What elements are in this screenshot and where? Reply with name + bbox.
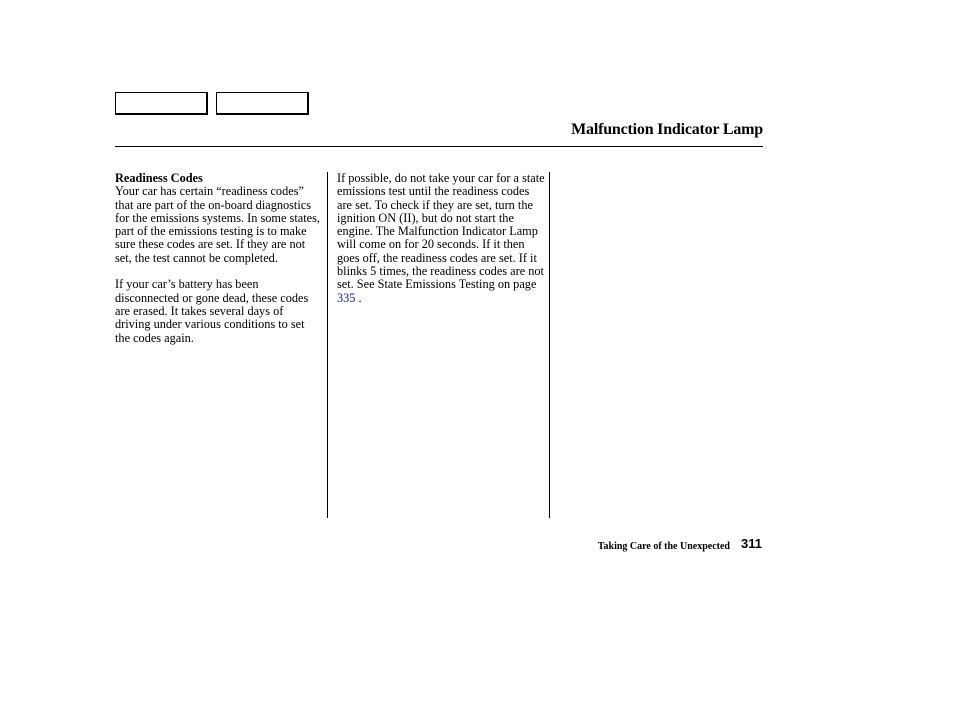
- page-335-link[interactable]: 335: [337, 290, 356, 305]
- page-number: 311: [741, 536, 762, 551]
- column-divider: [327, 172, 328, 518]
- sentence-end: .: [355, 290, 362, 305]
- column-divider: [549, 172, 550, 518]
- table-of-contents-button[interactable]: [216, 92, 309, 115]
- emissions-test-text: If possible, do not take your car for a state emissions test until the readiness codes are set. To check if they are set, turn the ignition ON (II), but do not start the engine. The Malfunction Indicator Lamp will come on for 20 seconds. If it then goes off, the readiness codes are set. If it blinks 5 times, the readiness codes are not set. See State Emissions Testing on page: [337, 171, 545, 292]
- header-divider: [115, 146, 763, 147]
- paragraph-readiness-intro: Your car has certain “readiness codes” that are part of the on-board diagnostics for the emissions systems. In some states, part of the emissions testing is to make sure these codes are set. If they are not set, the test cannot be completed.: [115, 184, 320, 265]
- paragraph-emissions-test: [337, 172, 547, 305]
- main-menu-button[interactable]: [115, 92, 208, 115]
- readiness-codes-heading: Readiness Codes: [115, 171, 203, 185]
- left-column: [115, 172, 320, 345]
- middle-column: [337, 172, 547, 305]
- section-title: Malfunction Indicator Lamp: [571, 121, 763, 138]
- paragraph-battery-note: If your car’s battery has been disconnected or gone dead, these codes are erased. It takes several days of driving under various conditions to set the codes again.: [115, 277, 309, 345]
- footer-section-label: Taking Care of the Unexpected: [597, 541, 730, 552]
